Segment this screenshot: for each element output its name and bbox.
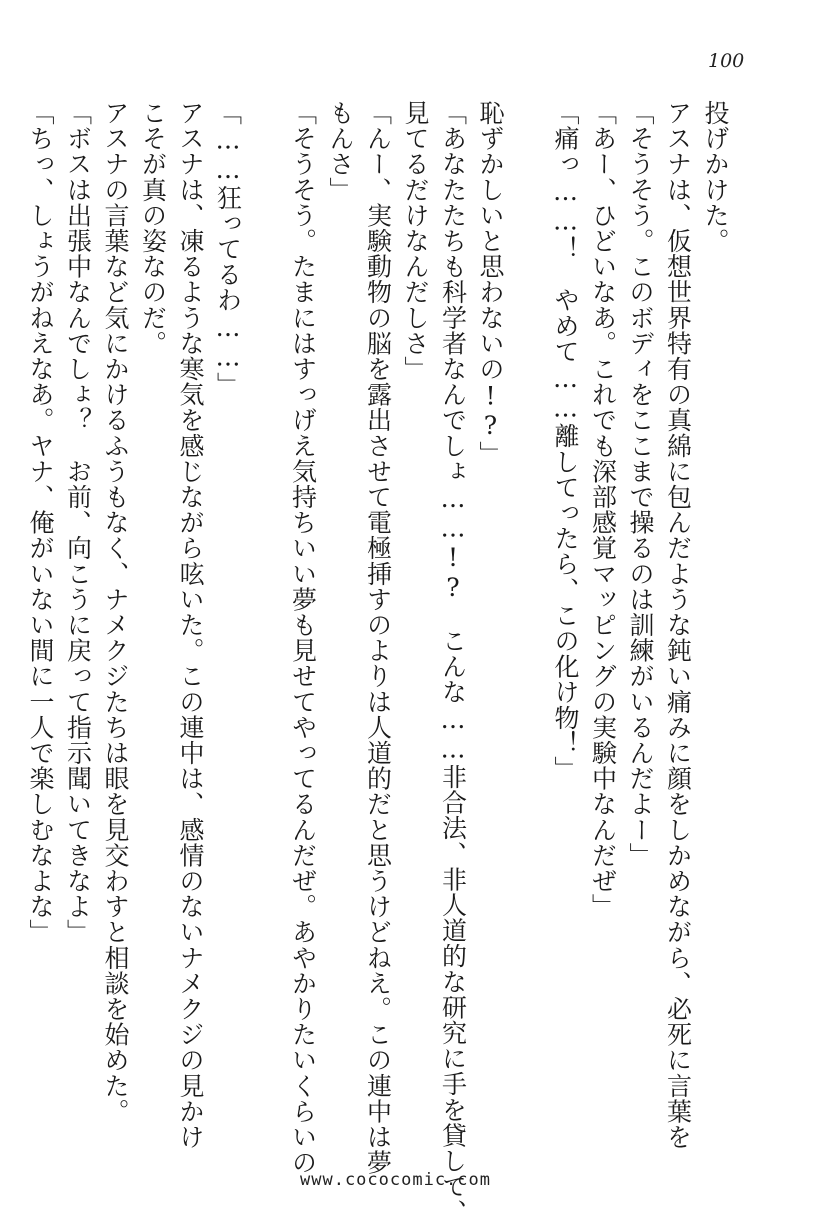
text-line: 「……狂ってるわ……」 — [213, 100, 243, 398]
text-line: アスナの言葉など気にかけるふうもなく、ナメクジたちは眼を見交わすと相談を始めた。 — [101, 100, 130, 1124]
text-line: こそが真の姿なのだ。 — [138, 100, 168, 356]
text-line: 「そうそう。たまにはすっげえ気持ちいい夢も見せてやってるんだぜ。あやかりたいくらいの — [288, 100, 318, 1176]
text-line: もんさ」 — [326, 100, 355, 203]
text-line: 投げかけた。 — [701, 100, 730, 254]
blank-line — [509, 100, 547, 1160]
text-line: 「あー、ひどいなあ。これでも深部感覚マッピングの実験中なんだぜ」 — [588, 100, 618, 920]
text-line: 「そうそう。このボディをここまで操るのは訓練がいるんだよー」 — [626, 100, 655, 868]
text-line: 「痛っ……！ やめて……離してったら、この化け物！」 — [551, 100, 580, 782]
blank-line — [247, 100, 285, 1160]
watermark: www.cococomic.com — [300, 1170, 491, 1190]
page-number: 100 — [708, 50, 745, 72]
text-line: アスナは、凍るような寒気を感じながら呟いた。この連中は、感情のないナメクジの見かけ — [176, 100, 205, 1150]
text-line: 「ボスは出張中なんでしょ？ お前、向こうに戻って指示聞いてきなよ」 — [63, 100, 93, 945]
text-line: 見てるだけなんだしさ」 — [401, 100, 430, 382]
text-line: アスナは、仮想世界特有の真綿に包んだような鈍い痛みに顔をしかめながら、必死に言葉を — [663, 100, 693, 1150]
text-line: 「んー、実験動物の脳を露出させて電極挿すのよりは人道的だと思うけどねえ。この連中は夢 — [363, 100, 393, 1176]
text-line: 「あなたたちも科学者なんでしょ……!? こんな……非合法、非人道的な研究に手を貸して、 — [438, 100, 468, 1225]
text-line: 恥ずかしいと思わないの!?」 — [476, 100, 505, 467]
text-line: 「ちっ、しょうがねえなあ。ヤナ、俺がいない間に一人で楽しむなよな」 — [26, 100, 55, 945]
